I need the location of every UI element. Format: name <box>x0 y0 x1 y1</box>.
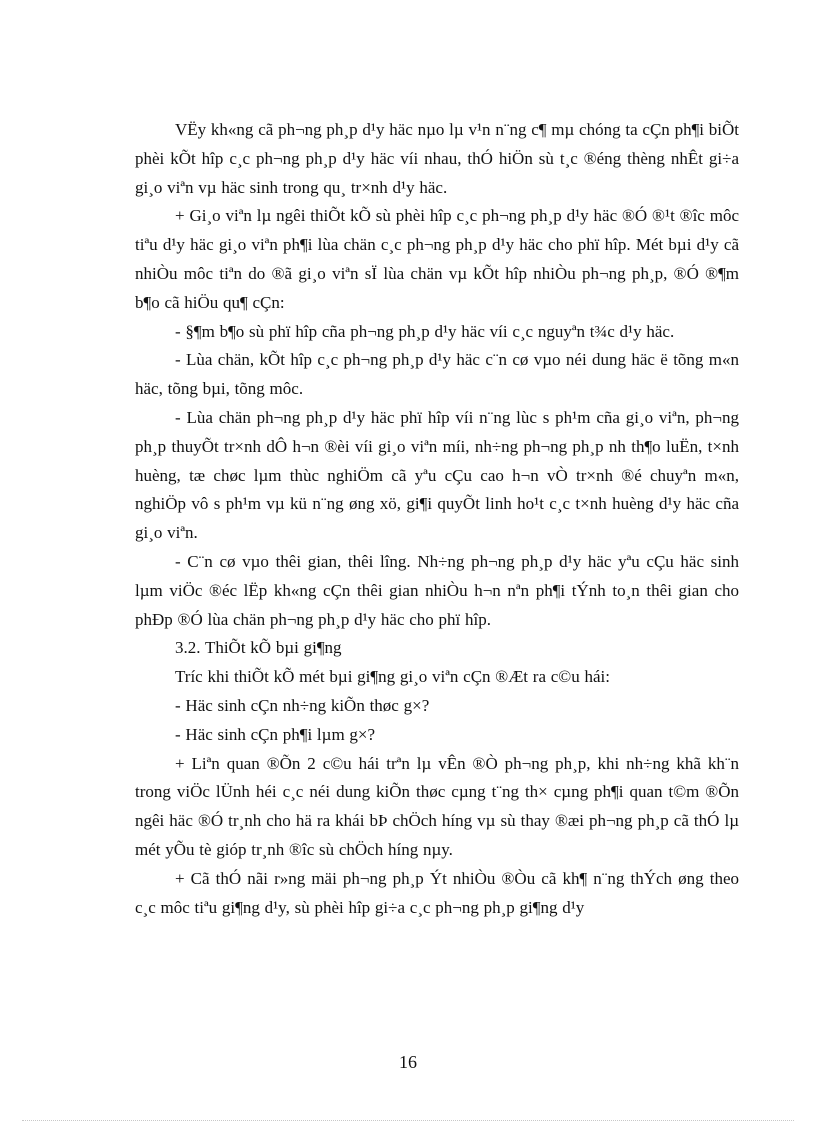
page-number: 16 <box>399 1052 417 1072</box>
question-tasks: - Häc sinh cÇn ph¶i lµm g×? <box>175 724 376 744</box>
paragraph-teacher-ability: - Lùa chän ph¬ng ph¸p d¹y häc phï hîp víi n¨ng lùc s ph¹m cña gi¸o viªn, ph¬ng ph¸p thuyÕt tr×nh dÔ h¬n ®èi víi gi¸o viªn míi, nh÷ng ph¬ng ph¸p nh th¶o luËn, t×nh huèng, tæ chøc lµm thùc nghiÖm cã yªu cÇu cao h¬n vÒ tr×nh ®é chuyªn m«n, nghiÖp vô s ph¹m vµ kü n¨ng øng xö, gi¶i quyÕt linh ho¹t c¸c t×nh huèng d¹y häc cña gi¸o viªn. <box>135 407 739 543</box>
paragraph-teacher-role: + Gi¸o viªn lµ ngêi thiÕt kÕ sù phèi hîp c¸c ph¬ng ph¸p d¹y häc ®Ó ®¹t ®îc môc tiªu d¹y häc gi¸o viªn ph¶i lùa chän c¸c ph¬ng ph¸p d¹y häc cho phï hîp. Mét bµi d¹y cã nhiÒu môc tiªn do ®ã gi¸o viªn sÏ lùa chän vµ kÕt hîp nhiÒu ph¬ng ph¸p, ®Ó ®¶m b¶o cã hiÖu qu¶ cÇn: <box>135 206 739 312</box>
page-bottom-divider <box>22 1120 794 1121</box>
paragraph-questions-intro: Tríc khi thiÕt kÕ mét bµi gi¶ng gi¸o viªn cÇn ®Æt ra c©u hái: <box>175 667 610 687</box>
document-body <box>135 116 739 922</box>
paragraph-intro: VËy kh«ng cã ph¬ng ph¸p d¹y häc nµo lµ v¹n n¨ng c¶ mµ chóng ta cÇn ph¶i biÕt phèi kÕt hîp c¸c ph¬ng ph¸p d¹y häc víi nhau, thÓ hiÖn sù t¸c ®éng thèng nhÊt gi÷a gi¸o viªn vµ häc sinh trong qu¸ tr×nh d¹y häc. <box>135 120 739 197</box>
section-heading: 3.2. ThiÕt kÕ bµi gi¶ng <box>175 638 342 658</box>
paragraph-method-adaptation: + Cã thÓ nãi r»ng mäi ph¬ng ph¸p Ýt nhiÒu ®Òu cã kh¶ n¨ng thÝch øng theo c¸c môc tiªu gi¶ng d¹y, sù phèi hîp gi÷a c¸c ph¬ng ph¸p gi¶ng d¹y <box>135 868 739 917</box>
paragraph-content-basis: - Lùa chän, kÕt hîp c¸c ph¬ng ph¸p d¹y häc c¨n cø vµo néi dung häc ë tõng m«n häc, tõng bµi, tõng môc. <box>135 350 739 399</box>
paragraph-principles: - §¶m b¶o sù phï hîp cña ph¬ng ph¸p d¹y häc víi c¸c nguyªn t¾c d¹y häc. <box>175 321 675 341</box>
question-knowledge: - Häc sinh cÇn nh÷ng kiÕn thøc g×? <box>175 695 430 715</box>
paragraph-method-relation: + Liªn quan ®Õn 2 c©u hái trªn lµ vÊn ®Ò ph¬ng ph¸p, khi nh÷ng khã kh¨n trong viÖc lÜnh héi c¸c néi dung kiÕn thøc cµng t¨ng th× cµng ph¶i quan t©m ®Õn ngêi häc ®Ó tr¸nh cho hä ra khái bÞ chÖch híng vµ sù thay ®æi ph¬ng ph¸p cã thÓ lµ mét yÕu tè gióp tr¸nh ®îc sù chÖch híng nµy. <box>135 753 739 859</box>
paragraph-time-basis: - C¨n cø vµo thêi gian, thêi lîng. Nh÷ng ph¬ng ph¸p d¹y häc yªu cÇu häc sinh lµm viÖc ®éc lËp kh«ng cÇn thêi gian nhiÒu h¬n nªn ph¶i tÝnh to¸n thêi gian cho phÐp ®Ó lùa chän ph¬ng ph¸p d¹y häc cho phï hîp. <box>135 551 739 629</box>
